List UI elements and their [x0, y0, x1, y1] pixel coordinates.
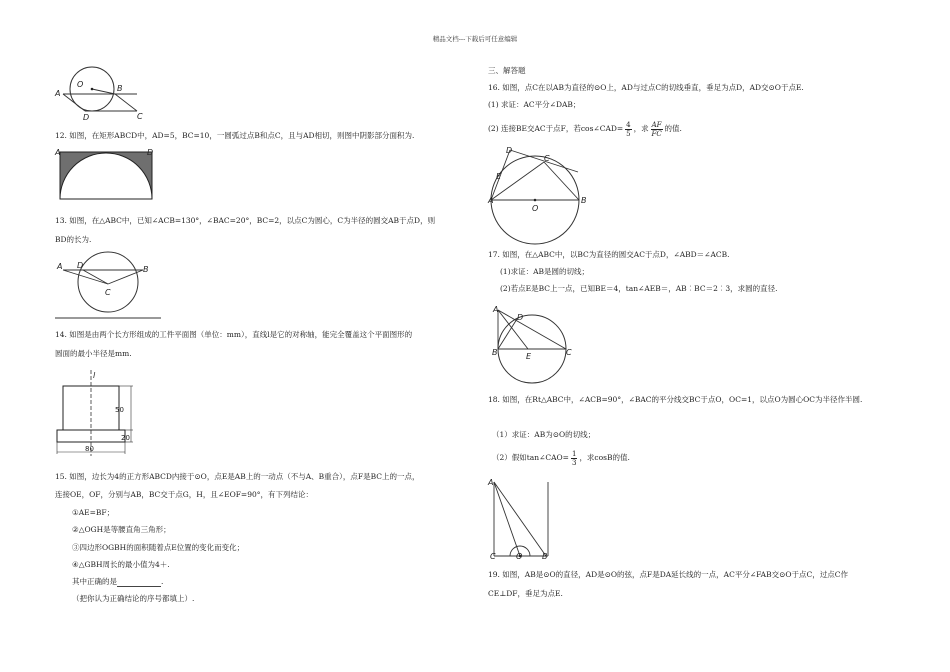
- figure-q14: [55, 368, 145, 460]
- figure-q17: [490, 302, 580, 384]
- question-15-note: （把你认为正确结论的序号都填上）.: [72, 594, 195, 603]
- label-A: A: [488, 478, 494, 487]
- label-B: B: [542, 552, 548, 561]
- figure-q12: [55, 147, 160, 205]
- label-O: O: [77, 80, 84, 89]
- label-A: A: [57, 262, 63, 271]
- fraction-4-5: $\frac{4}{5}$: [626, 120, 631, 138]
- figure-q18: [488, 476, 560, 560]
- question-14: 14. 如图是由两个长方形组成的工件平面图（单位：mm），直线l是它的对称轴，能完全覆盖这个平面图形的: [55, 330, 413, 339]
- question-13-cont: BD的长为.: [55, 235, 92, 244]
- section-title: 三、解答题: [488, 66, 526, 75]
- label-C: C: [566, 348, 572, 357]
- dim-20: 20: [121, 434, 130, 442]
- figure-q11: [55, 64, 155, 124]
- dim-80: 80: [85, 445, 94, 453]
- question-15: 15. 如图，边长为4的正方形ABCD内接于⊙O，点E是AB上的一动点（不与A、B重合），点F是BC上的一点，: [55, 472, 420, 481]
- page-header: 精品文档---下载后可任意编辑: [432, 35, 518, 43]
- label-E: E: [496, 172, 502, 181]
- label-l: l: [93, 371, 96, 380]
- label-C: C: [490, 552, 496, 561]
- label-D: D: [77, 261, 84, 270]
- answer-blank[interactable]: [117, 579, 161, 587]
- label-A: A: [493, 305, 499, 314]
- label-O: O: [516, 552, 523, 561]
- question-16-part-2: (2) 连接BE交AC于点F，若cos∠CAD= $\frac{4}{5}$ ，求 $\frac{AF}{FC}$ 的值.: [488, 120, 682, 138]
- label-D: D: [506, 146, 513, 155]
- question-17: 17. 如图，在△ABC中，以BC为直径的圆交AC于点D，∠ABD＝∠ACB.: [488, 250, 730, 259]
- question-15-choice-2: ②△OGH是等腰直角三角形；: [72, 525, 171, 534]
- question-12: 12. 如图，在矩形ABCD中，AD=5，BC=10，一圆弧过点B和点C，且与AD相切，则图中阴影部分面积为.: [55, 131, 415, 140]
- label-B: B: [492, 348, 498, 357]
- fraction-1-3: $\frac{1}{3}$: [571, 449, 577, 467]
- question-17-part-2: (2)若点E是BC上一点，已知BE＝4，tan∠AEB＝，AB︰BC＝2︰3，求圆的直径.: [500, 284, 778, 293]
- label-C: C: [544, 154, 550, 163]
- figure-q13: [55, 250, 165, 322]
- dim-50: 50: [115, 406, 124, 414]
- label-E: E: [526, 352, 532, 361]
- label-C: C: [137, 112, 143, 121]
- fraction-af-fc: $\frac{AF}{FC}$: [651, 120, 662, 138]
- question-14-cont: 圆面的最小半径是mm.: [55, 349, 132, 358]
- label-A: A: [55, 148, 61, 157]
- label-B: B: [117, 84, 123, 93]
- question-19-cont: CE⊥DF，垂足为点E.: [488, 589, 563, 598]
- figure-q16: [486, 144, 591, 216]
- label-O: O: [532, 204, 539, 213]
- question-15-cont: 连接OE，OF，分别与AB，BC交于点G，H，且∠EOF=90°，有下列结论：: [55, 490, 314, 499]
- question-16: 16. 如图，点C在以AB为直径的⊙O上，AD与过点C的切线垂直，垂足为点D，AD交⊙O于点E.: [488, 83, 804, 92]
- label-C: C: [105, 288, 111, 297]
- question-17-part-1: (1)求证：AB是圆的切线；: [500, 267, 590, 276]
- label-D: D: [83, 113, 90, 122]
- question-19: 19. 如图，AB是⊙O的直径，AD是⊙O的弦，点F是DA延长线的一点，AC平分∠FAB交⊙O于点C，过点C作: [488, 570, 848, 579]
- question-18: 18. 如图，在Rt△ABC中，∠ACB=90°，∠BAC的平分线交BC于点O，OC=1，以点O为圆心OC为半径作半圆.: [488, 395, 863, 404]
- question-15-choice-3: ③四边形OGBH的面积随着点E位置的变化而变化；: [72, 543, 245, 552]
- label-D: D: [517, 313, 524, 322]
- label-A: A: [55, 89, 61, 98]
- question-13: 13. 如图，在△ABC中，已知∠ACB=130°，∠BAC=20°，BC=2，以点C为圆心，C为半径的圆交AB于点D，则: [55, 216, 436, 225]
- question-18-part-1: （1）求证：AB为⊙O的切线；: [492, 430, 596, 439]
- question-16-part-1: (1) 求证：AC平分∠DAB；: [488, 100, 581, 109]
- label-B: B: [143, 265, 149, 274]
- question-18-part-2: （2）假如tan∠CAO= $\frac{1}{3}$ ，求cosB的值.: [492, 449, 630, 467]
- question-15-answer: 其中正确的是 .: [72, 577, 164, 586]
- label-B: B: [581, 196, 587, 205]
- question-15-choice-4: ④△GBH周长的最小值为4＋.: [72, 560, 170, 569]
- label-A: A: [488, 196, 494, 205]
- question-15-choice-1: ①AE=BF；: [72, 508, 115, 517]
- label-D: D: [147, 148, 154, 157]
